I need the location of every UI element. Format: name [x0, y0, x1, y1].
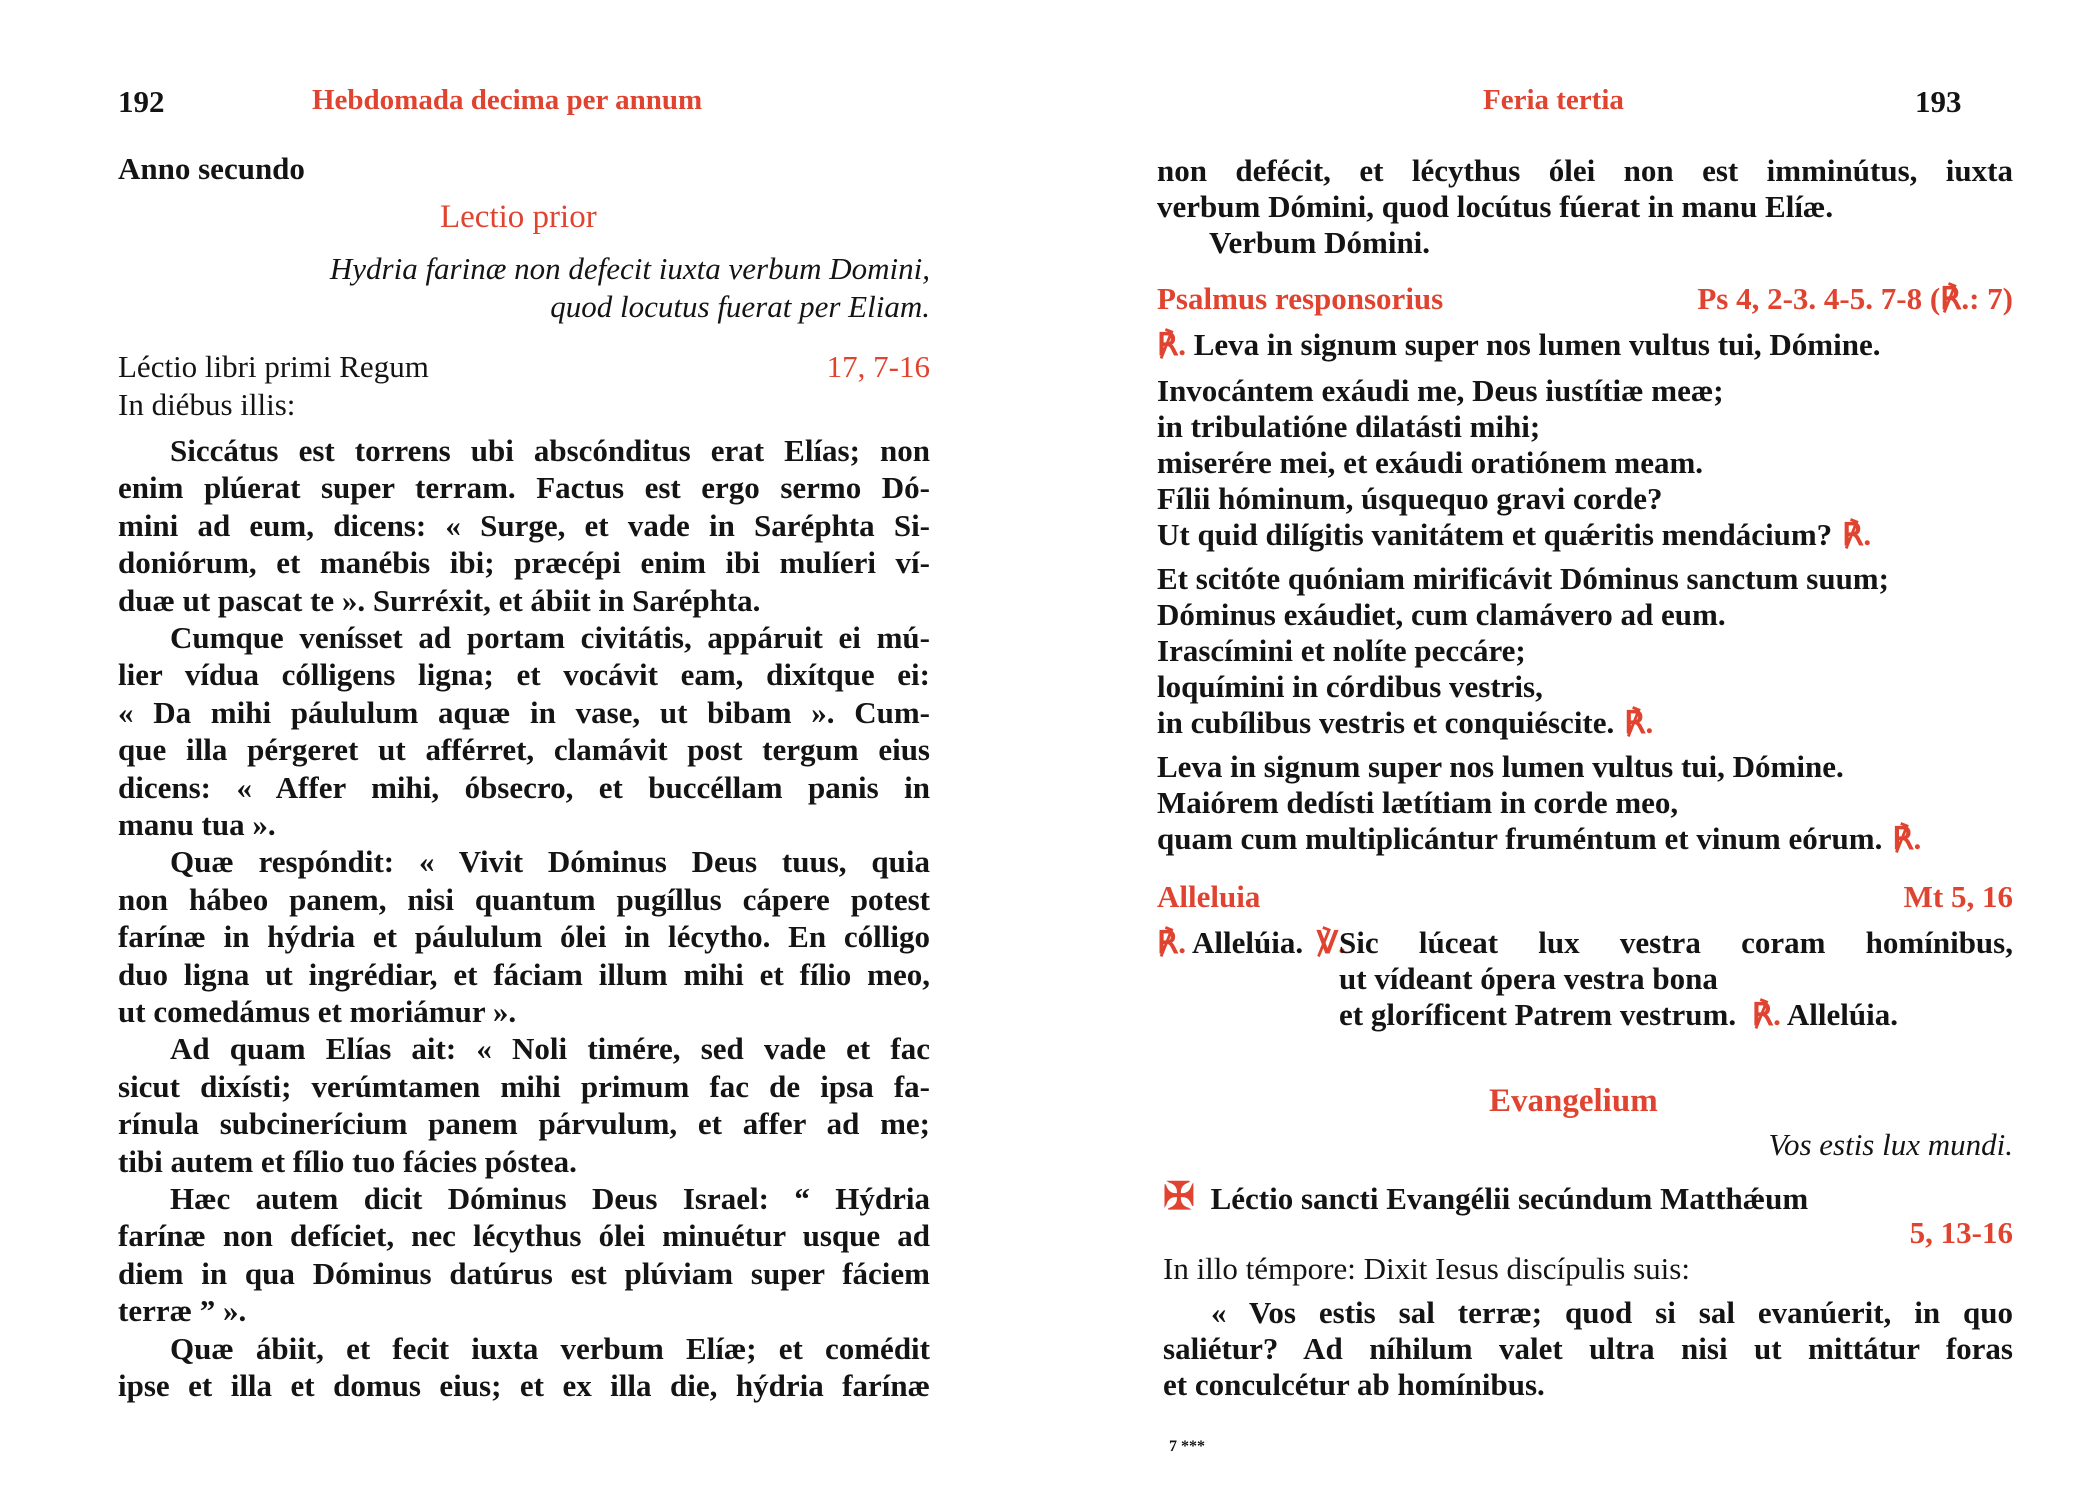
reading-body-line: dicens: « Affer mihi, óbsecro, et buccéllam panis in — [118, 769, 930, 805]
alleluia-word: Allelúia. — [1192, 925, 1304, 960]
psalm-verse-line: miserére mei, et exáudi oratiónem meam. — [1157, 445, 1704, 480]
reading-body-line: enim plúerat super terram. Factus est ergo sermo Dó- — [118, 470, 930, 506]
verbum-domini: Verbum Dómini. — [1209, 225, 1431, 260]
psalm-verse-line: Fílii hóminum, úsquequo gravi corde? — [1157, 481, 1663, 516]
gospel-title: Evangelium — [1489, 1083, 1658, 1119]
psalm-verse-line: in tribulatióne dilatásti mihi; — [1157, 409, 1541, 444]
reading-body-line: « Da mihi páululum aquæ in vase, ut bibam ». Cum- — [118, 694, 930, 730]
reading-body-line: Quæ ábiit, et fecit iuxta verbum Elíæ; et comédit — [170, 1330, 930, 1366]
reading-body-line: ipse et illa et domus eius; et ex illa die, hýdria farínæ — [118, 1368, 930, 1403]
reading-summary-line: Hydria farinæ non defecit iuxta verbum Domini, — [329, 251, 930, 286]
response-symbol: ℟. — [1157, 327, 1186, 362]
reading-body-line: mini ad eum, dicens: « Surge, et vade in Saréphta Si- — [118, 507, 930, 543]
reading-title: Lectio prior — [440, 199, 597, 235]
psalm-title: Psalmus responsorius — [1157, 281, 1444, 316]
response-text: Leva in signum super nos lumen vultus tui, Dómine. — [1193, 327, 1881, 362]
reading-body-line: doniórum, et manébis ibi; præcépi enim ibi mulíeri ví- — [118, 545, 930, 581]
reading-body-line: tibi autem et fílio tuo fácies póstea. — [118, 1143, 577, 1179]
psalm-verse-line: in cubílibus vestris et conquiéscite. ℟. — [1157, 705, 1654, 740]
reading-body-line: terræ ” ». — [118, 1293, 247, 1329]
alleluia-citation: Mt 5, 16 — [1903, 879, 2013, 914]
reading-body-line: que illa pérgeret ut afférret, clamávit post tergum eius — [118, 732, 930, 768]
reading-body-line: farínæ in hýdria et páululum ólei in lécytho. En cólligo — [118, 919, 930, 955]
psalm-verse-line: quam cum multiplicántur fruméntum et vinum eórum. ℟. — [1157, 821, 1922, 856]
reading-opening: In diébus illis: — [118, 387, 296, 422]
signature-mark: 7 *** — [1169, 1438, 1205, 1455]
versicle-symbol: ℣. — [1316, 925, 1346, 960]
reading-body-line: Hæc autem dicit Dóminus Deus Israel: “ Hýdria — [170, 1181, 930, 1216]
reading-body-line: sicut dixísti; verúmtamen mihi primum fac de ipsa fa- — [118, 1068, 930, 1104]
gospel-opening: In illo témpore: Dixit Iesus discípulis suis: — [1163, 1251, 1690, 1286]
reading-body-line: ut comedámus et moriámur ». — [118, 994, 517, 1029]
reading-body-line: rínula subcinerícium panem párvulum, et affer ad me; — [118, 1106, 930, 1142]
alleluia-title: Alleluia — [1157, 879, 1261, 914]
psalm-verse-line: Maiórem dedísti lætítiam in corde meo, — [1157, 785, 1679, 820]
reading-body-line: Quæ respóndit: « Vivit Dóminus Deus tuus, quia — [170, 844, 930, 880]
response-symbol: ℟. — [1624, 705, 1654, 740]
right-page — [1039, 0, 2078, 1500]
psalm-verse-line: loquímini in córdibus vestris, — [1157, 669, 1543, 704]
reading-body-line: Siccátus est torrens ubi abscónditus erat Elías; non — [170, 433, 930, 468]
reading-summary-line: quod locutus fuerat per Eliam. — [550, 289, 930, 324]
alleluia-verse-line: ut vídeant ópera vestra bona — [1339, 961, 1718, 996]
reading-body-line: Ad quam Elías ait: « Noli timére, sed vade et fac — [170, 1031, 930, 1067]
reading-citation: 17, 7-16 — [826, 349, 930, 384]
response-symbol: ℟. — [1751, 997, 1781, 1032]
gospel-body-line: et conculcétur ab homínibus. — [1163, 1367, 1545, 1402]
gospel-body-line: saliétur? Ad níhilum valet ultra nisi ut mittátur foras — [1163, 1331, 2013, 1366]
reading-body-line: duæ ut pascat te ». Surréxit, et ábiit in Saréphta. — [118, 582, 761, 618]
reading-body-line: diem in qua Dóminus datúrus est plúviam super fáciem — [118, 1255, 930, 1291]
reading-body-line: duo ligna ut ingrédiar, et fáciam illum mihi et fílio meo, — [118, 956, 930, 992]
psalm-verse-line: Et scitóte quóniam mirificávit Dóminus sanctum suum; — [1157, 561, 1889, 596]
reading-body-line: lier vídua cólligens ligna; et vocávit eam, dixítque ei: — [118, 657, 930, 693]
reading-body-line: Cumque venísset ad portam civitátis, appáruit ei mú- — [170, 620, 930, 655]
reading-body-line: non hábeo panem, nisi quantum pugíllus cápere potest — [118, 881, 930, 917]
alleluia-verse-line: et gloríficent Patrem vestrum. ℟. Allelúia. — [1339, 997, 1898, 1032]
response-symbol: ℟. — [1842, 517, 1872, 552]
reading-body-line: manu tua ». — [118, 807, 276, 842]
psalm-citation: Ps 4, 2-3. 4-5. 7-8 (℟.: 7) — [1697, 281, 2013, 316]
gospel-summary: Vos estis lux mundi. — [1768, 1127, 2013, 1162]
alleluia-response — [1157, 924, 1346, 962]
psalm-verse-line: Ut quid dilígitis vanitátem et quǽritis mendácium? ℟. — [1157, 517, 1872, 552]
gospel-cross-icon: ✠ — [1163, 1176, 1195, 1218]
psalm-verse-line: Invocántem exáudi me, Deus iustítiæ meæ; — [1157, 373, 1724, 408]
page-number: 192 — [118, 84, 165, 119]
gospel-intro: ✠ Léctio sancti Evangélii secúndum Matthǽum — [1163, 1176, 1809, 1218]
gospel-citation: 5, 13-16 — [1909, 1215, 2013, 1250]
gospel-body-line: « Vos estis sal terræ; quod si sal evanúerit, in quo — [1211, 1295, 2013, 1330]
response-symbol: ℟. — [1157, 925, 1186, 960]
running-head: Hebdomada decima per annum — [312, 84, 703, 116]
alleluia-verse-line: Sic lúceat lux vestra coram homínibus, — [1339, 925, 2013, 960]
continuation-line: non defécit, et lécythus ólei non est imminútus, iuxta — [1157, 153, 2013, 188]
section-heading: Anno secundo — [118, 151, 305, 186]
running-head: Feria tertia — [1483, 84, 1624, 116]
reading-body-line: farínæ non defíciet, nec lécythus ólei minuétur usque ad — [118, 1218, 930, 1254]
response-symbol: ℟. — [1892, 821, 1922, 856]
psalm-verse-line: Dóminus exáudiet, cum clamávero ad eum. — [1157, 597, 1726, 632]
psalm-response — [1157, 326, 2013, 364]
page-number: 193 — [1915, 84, 1962, 119]
alleluia-word: Allelúia. — [1786, 997, 1898, 1032]
reading-intro: Léctio libri primi Regum — [118, 349, 429, 384]
psalm-verse-line: Leva in signum super nos lumen vultus tui, Dómine. — [1157, 749, 1844, 784]
continuation-line: verbum Dómini, quod locútus fúerat in manu Elíæ. — [1157, 189, 1834, 224]
psalm-verse-line: Irascímini et nolíte peccáre; — [1157, 633, 1526, 668]
